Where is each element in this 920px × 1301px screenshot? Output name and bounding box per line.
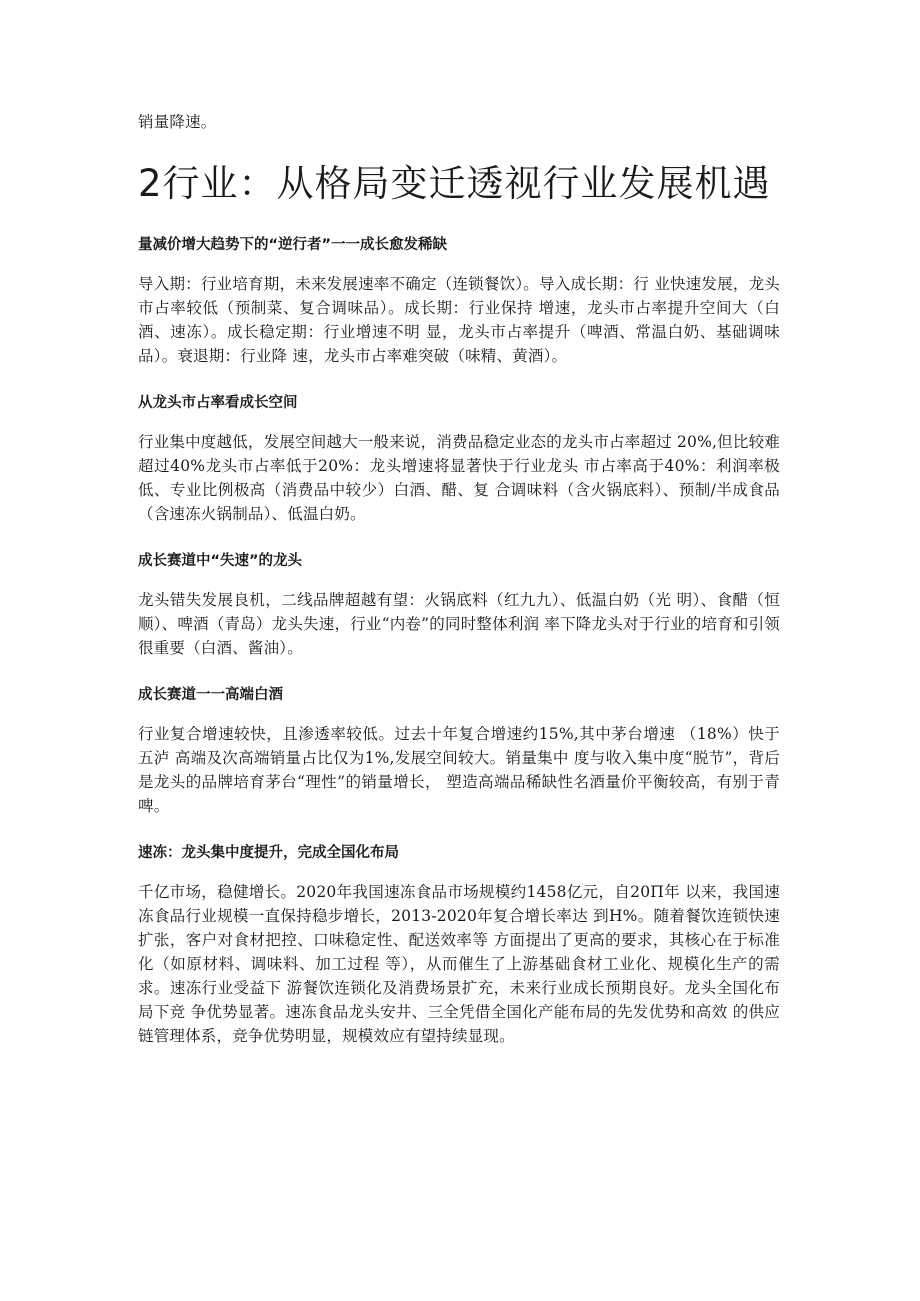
chapter-title: 2行业：从格局变迁透视行业发展机遇	[138, 162, 771, 205]
section-frozen-food	[138, 842, 780, 1048]
section-heading: 从龙头市占率看成长空间	[138, 395, 298, 411]
section-paragraph: 导入期：行业培育期，未来发展速率不确定（连锁餐饮）。导入成长期：行 业快速发展，龙头市占率较低（预制菜、复合调味品）。成长期：行业保持 增速，龙头市占率提升空间大（白酒、速冻）。成长稳定期：行业增速不明 显，龙头市占率提升（啤酒、常温白奶、基础调味品）。衰退期：行业降 速，龙头市占率难突破（味精、黄酒）。	[138, 275, 780, 365]
lead-paragraph: 销量降速。	[138, 113, 217, 131]
section-stalled-leaders	[138, 550, 780, 660]
document-page	[138, 110, 780, 1072]
section-premium-baijiu	[138, 684, 780, 818]
section-paragraph: 行业集中度越低，发展空间越大一般来说，消费品稳定业态的龙头市占率超过 20%,但比较难超过40%龙头市占率低于20%：龙头增速将显著快于行业龙头 市占率高于40%：利润率极低、专业比例极高（消费品中较少）白酒、醋、复 合调味料（含火锅底料）、预制/半成食品（含速冻火锅制品）、低温白奶。	[138, 433, 780, 523]
section-market-share	[138, 392, 780, 526]
section-paragraph: 行业复合增速较快，且渗透率较低。过去十年复合增速约15%,其中茅台增速 （18%）快于五泸 高端及次高端销量占比仅为1%,发展空间较大。销量集中 度与收入集中度“脱节”，背后是龙头的品牌培育茅台“理性”的销量增长， 塑造高端品稀缺性名酒量价平衡较高，有别于青啤。	[138, 725, 780, 815]
section-heading: 速冻：龙头集中度提升，完成全国化布局	[138, 845, 399, 861]
section-lifecycle	[138, 234, 780, 368]
section-paragraph: 千亿市场，稳健增长。2020年我国速冻食品市场规模约1458亿元，自20Π年 以来，我国速 冻食品行业规模一直保持稳步增长，2013-2020年复合增长率达 到H%。随着餐饮连锁快速 扩张，客户对食材把控、口味稳定性、配送效率等 方面提出了更高的要求，其核心在于标准 化（如原材料、调味料、加工过程 等），从而催生了上游基础食材工业化、规模化生产的需 求。速冻行业受益下 游餐饮连锁化及消费场景扩充，未来行业成长预期良好。龙头全国化布局下竞 争优势显著。速冻食品龙头安井、三全凭借全国化产能布局的先发优势和高效 的供应链管理体系，竞争优势明显，规模效应有望持续显现。	[138, 883, 780, 1045]
section-heading: 成长赛道中“失速”的龙头	[138, 553, 303, 569]
section-paragraph: 龙头错失发展良机，二线品牌超越有望：火锅底料（红九九）、低温白奶（光 明）、食醋（恒顺）、啤酒（青岛）龙头失速，行业“内卷”的同时整体利润 率下降龙头对于行业的培育和引领很重要（白酒、酱油）。	[138, 591, 780, 657]
section-heading: 量减价增大趋势下的“逆行者”一一成长愈发稀缺	[138, 237, 448, 253]
section-heading: 成长赛道一一高端白酒	[138, 687, 283, 703]
